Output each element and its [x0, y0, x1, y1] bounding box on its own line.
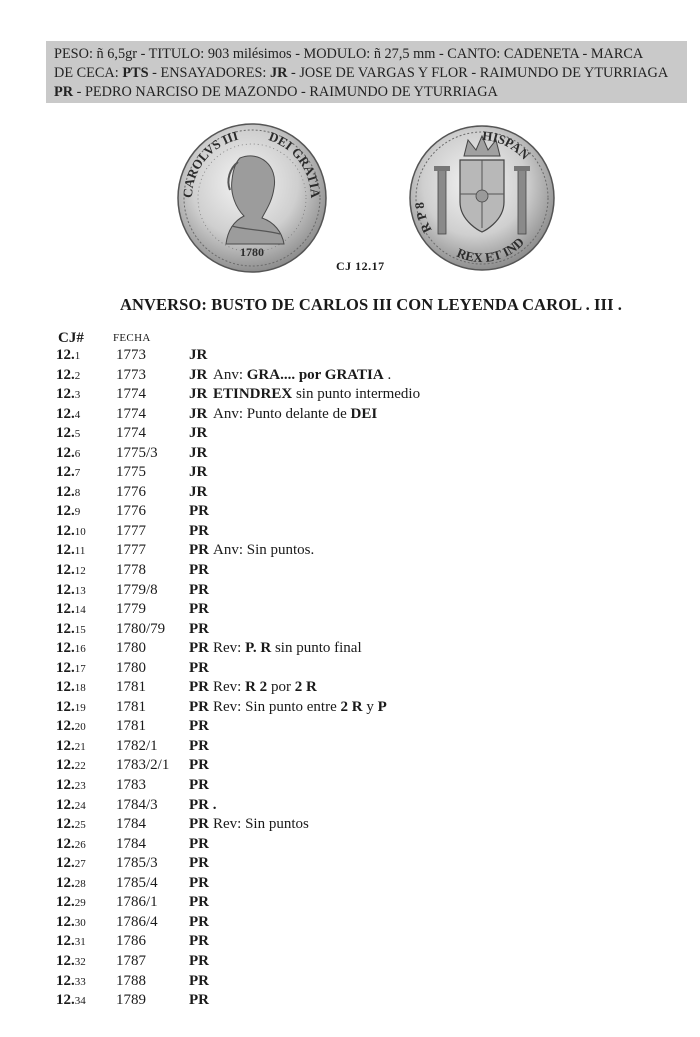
- catalog-number: [56, 991, 86, 1012]
- specs-box: [46, 41, 687, 103]
- date-cell: 1779/8: [116, 581, 158, 598]
- catalog-number-prefix: 12.: [56, 620, 75, 637]
- assayer-mark: PR: [189, 952, 209, 969]
- catalog-number: [56, 463, 80, 484]
- variety-note: [213, 366, 391, 386]
- assayer-mark: PR: [189, 698, 209, 715]
- date-cell: 1780/79: [116, 620, 166, 637]
- catalog-row: [0, 717, 700, 737]
- catalog-number-prefix: 12.: [56, 894, 75, 911]
- catalog-number-suffix: 32: [74, 955, 86, 968]
- catalog-number-prefix: 12.: [56, 366, 75, 383]
- catalog-row: [0, 913, 700, 933]
- catalog-row: [0, 522, 700, 542]
- assayer-mark: PR .: [189, 796, 217, 813]
- date-cell: 1777: [116, 522, 146, 539]
- note-bold: R 2: [245, 679, 268, 696]
- obverse-legend-right: DEI GRATIA: [266, 128, 324, 199]
- catalog-number-suffix: 19: [74, 701, 86, 714]
- catalog-row: [0, 678, 700, 698]
- catalog-number-prefix: 12.: [56, 972, 75, 989]
- catalog-number-suffix: 30: [74, 916, 86, 929]
- catalog-number-prefix: 12.: [56, 347, 75, 363]
- date-cell: 1786/4: [116, 913, 158, 930]
- date-cell: 1789: [116, 992, 146, 1009]
- assayer-mark: PR: [189, 757, 209, 774]
- catalog-number-suffix: 28: [74, 877, 86, 890]
- catalog-number: [56, 952, 86, 973]
- reverse-legend-left: R P 8: [411, 201, 435, 236]
- catalog-number-prefix: 12.: [56, 718, 75, 735]
- catalog-row: [0, 346, 700, 366]
- catalog-number: [56, 835, 86, 856]
- assayer-mark: PR: [189, 522, 209, 539]
- catalog-number-prefix: 12.: [56, 737, 75, 754]
- specs-line-2: [54, 64, 681, 83]
- catalog-row: [0, 991, 700, 1011]
- catalog-number-suffix: 24: [74, 799, 86, 812]
- date-cell: 1781: [116, 698, 146, 715]
- catalog-row: [0, 659, 700, 679]
- assayer-mark: PR: [189, 562, 209, 579]
- catalog-number: [56, 600, 86, 621]
- catalog-number: [56, 756, 86, 777]
- obverse-coin: [178, 124, 326, 272]
- catalog-number: [56, 483, 80, 504]
- catalog-row: [0, 756, 700, 776]
- catalog-number-suffix: 18: [74, 682, 86, 695]
- obverse-date: 1780: [240, 245, 264, 259]
- catalog-number-prefix: 12.: [56, 835, 75, 852]
- catalog-number-suffix: 23: [74, 780, 86, 793]
- note-bold: ETINDREX: [213, 386, 293, 403]
- specs-line-3: [54, 83, 681, 102]
- catalog-number-prefix: 12.: [56, 386, 75, 403]
- catalog-number-suffix: 3: [74, 389, 81, 402]
- catalog-number-suffix: 27: [74, 858, 86, 871]
- assayer-mark: JR: [189, 386, 208, 403]
- date-cell: 1786/1: [116, 894, 158, 911]
- catalog-number-prefix: 12.: [56, 698, 75, 715]
- catalog-number-suffix: 31: [74, 936, 86, 949]
- variety-note: [213, 385, 420, 405]
- column-header-fecha: FECHA: [113, 332, 151, 344]
- assayer-mark: PR: [189, 659, 209, 676]
- catalog-row: [0, 541, 700, 561]
- note-text: sin punto intermedio: [292, 386, 421, 403]
- catalog-row: [0, 366, 700, 386]
- section-title: ANVERSO: BUSTO DE CARLOS III CON LEYENDA CAROL . III .: [120, 295, 623, 314]
- catalog-number-suffix: 29: [74, 897, 86, 910]
- note-text: Anv: Punto delante de: [213, 405, 351, 422]
- catalog-number-prefix: 12.: [56, 855, 75, 872]
- note-text: sin punto final: [271, 640, 362, 657]
- catalog-row: [0, 854, 700, 874]
- catalog-number-suffix: 1: [74, 350, 81, 362]
- catalog-row: [0, 620, 700, 640]
- date-cell: 1782/1: [116, 737, 158, 754]
- date-cell: 1778: [116, 562, 146, 579]
- catalog-number: [56, 737, 86, 758]
- date-cell: 1774: [116, 425, 146, 442]
- date-cell: 1787: [116, 952, 146, 969]
- catalog-number-prefix: 12.: [56, 483, 75, 500]
- date-cell: 1776: [116, 503, 146, 520]
- catalog-number-suffix: 20: [74, 721, 86, 734]
- catalog-number: [56, 698, 86, 719]
- catalog-number-prefix: 12.: [56, 522, 75, 539]
- catalog-number-prefix: 12.: [56, 874, 75, 891]
- note-bold: DEI: [350, 405, 378, 422]
- specs-line-2-a: DE CECA:: [54, 65, 123, 81]
- note-bold: 2 R: [294, 679, 317, 696]
- date-cell: 1780: [116, 659, 146, 676]
- assayer-mark: PR: [189, 913, 209, 930]
- assayer-mark: PR: [189, 855, 209, 872]
- catalog-number-prefix: 12.: [56, 503, 75, 520]
- catalog-number-suffix: 8: [74, 486, 81, 499]
- catalog-row: [0, 972, 700, 992]
- catalog-number-suffix: 2: [74, 369, 81, 382]
- coin-images: [170, 118, 560, 278]
- assayer-mark: PR: [189, 679, 209, 696]
- assayer-mark: PR: [189, 894, 209, 911]
- assayer-mark: PR: [189, 992, 209, 1009]
- date-cell: 1784: [116, 816, 146, 833]
- catalog-number: [56, 522, 86, 543]
- note-text: y: [362, 698, 378, 715]
- catalog-row: [0, 581, 700, 601]
- catalog-number-suffix: 17: [74, 662, 86, 675]
- catalog-number-suffix: 16: [74, 643, 86, 656]
- catalog-number: [56, 424, 80, 445]
- catalog-number-prefix: 12.: [56, 542, 75, 559]
- assayer-mark: PR: [189, 503, 209, 520]
- catalog-row: [0, 444, 700, 464]
- catalog-number: [56, 405, 80, 426]
- note-text: Rev: Sin punto entre: [213, 698, 341, 715]
- date-cell: 1774: [116, 405, 146, 422]
- catalog-number: [56, 502, 80, 523]
- catalog-number: [56, 561, 86, 582]
- catalog-number-prefix: 12.: [56, 952, 75, 969]
- catalog-number: [56, 620, 86, 641]
- reverse-legend-right: HISPAN: [481, 127, 533, 163]
- specs-line-1-text: PESO: ñ 6,5gr - TITULO: 903 milésimos - MODULO: ñ 27,5 mm - CANTO: CADENETA - MARCA: [54, 46, 644, 62]
- catalog-number-prefix: 12.: [56, 640, 75, 657]
- catalog-row: [0, 893, 700, 913]
- specs-line-2-b: - ENSAYADORES:: [148, 65, 270, 81]
- catalog-number-suffix: 10: [74, 525, 86, 538]
- assayer-pr: PR: [54, 84, 74, 100]
- catalog-row: [0, 932, 700, 952]
- obverse-legend-left: CAROLVS III: [179, 127, 240, 199]
- date-cell: 1783/2/1: [116, 757, 170, 774]
- date-cell: 1775/3: [116, 444, 158, 461]
- specs-line-1: [54, 45, 681, 64]
- catalog-number-suffix: 9: [74, 506, 81, 519]
- date-cell: 1776: [116, 483, 146, 500]
- date-cell: 1785/4: [116, 874, 158, 891]
- date-cell: 1781: [116, 679, 146, 696]
- catalog-number-prefix: 12.: [56, 679, 75, 696]
- catalog-number-suffix: 25: [74, 819, 86, 832]
- catalog-number-prefix: 12.: [56, 581, 75, 598]
- note-text: Anv: Sin puntos.: [213, 542, 315, 559]
- catalog-number-prefix: 12.: [56, 757, 75, 774]
- assayer-mark: JR: [189, 464, 208, 481]
- catalog-row: [0, 463, 700, 483]
- variety-note: [213, 541, 314, 561]
- catalog-number-prefix: 12.: [56, 777, 75, 794]
- catalog-row: [0, 776, 700, 796]
- date-cell: 1779: [116, 601, 146, 618]
- assayer-mark: PR: [189, 601, 209, 618]
- date-cell: 1784/3: [116, 796, 158, 813]
- catalog-row: [0, 483, 700, 503]
- assayer-mark: PR: [189, 737, 209, 754]
- date-cell: 1786: [116, 933, 146, 950]
- assayer-mark: PR: [189, 816, 209, 833]
- catalog-number: [56, 541, 85, 562]
- catalog-number-suffix: 22: [74, 760, 86, 773]
- note-bold: P. R: [245, 640, 272, 657]
- catalog-number: [56, 796, 86, 817]
- date-cell: 1785/3: [116, 855, 158, 872]
- catalog-number-suffix: 11: [74, 545, 86, 558]
- catalog-number: [56, 893, 86, 914]
- catalog-number-prefix: 12.: [56, 562, 75, 579]
- catalog-number-suffix: 6: [74, 447, 81, 460]
- catalog-number: [56, 678, 86, 699]
- catalog-number-suffix: 12: [74, 565, 86, 578]
- catalog-number-prefix: 12.: [56, 796, 75, 813]
- note-bold: P: [377, 698, 387, 715]
- catalog-number: [56, 932, 86, 953]
- catalog-number: [56, 972, 86, 993]
- catalog-number: [56, 366, 80, 387]
- variety-note: [213, 405, 377, 425]
- catalog-row: [0, 835, 700, 855]
- date-cell: 1774: [116, 386, 146, 403]
- catalog-row: [0, 698, 700, 718]
- catalog-number-suffix: 21: [74, 740, 86, 753]
- catalog-number-prefix: 12.: [56, 992, 75, 1009]
- catalog-number-prefix: 12.: [56, 464, 75, 481]
- catalog-list: [0, 346, 700, 1011]
- variety-note: [213, 815, 309, 835]
- catalog-number-suffix: 33: [74, 975, 86, 988]
- catalog-number-prefix: 12.: [56, 601, 75, 618]
- date-cell: 1783: [116, 777, 146, 794]
- catalog-number: [56, 874, 86, 895]
- catalog-row: [0, 952, 700, 972]
- note-text: Rev:: [213, 679, 246, 696]
- note-bold: 2 R: [340, 698, 363, 715]
- date-cell: 1784: [116, 835, 146, 852]
- date-cell: 1788: [116, 972, 146, 989]
- catalog-number-suffix: 14: [74, 604, 86, 617]
- assayer-mark: JR: [189, 347, 208, 363]
- catalog-number-suffix: 15: [74, 623, 86, 636]
- catalog-number: [56, 639, 86, 660]
- assayer-mark: PR: [189, 933, 209, 950]
- catalog-number-suffix: 4: [74, 408, 81, 421]
- catalog-number-prefix: 12.: [56, 444, 75, 461]
- catalog-number-prefix: 12.: [56, 425, 75, 442]
- catalog-number: [56, 717, 86, 738]
- variety-note: [213, 698, 387, 718]
- catalog-number: [56, 815, 86, 836]
- catalog-row: [0, 385, 700, 405]
- assayer-mark: PR: [189, 581, 209, 598]
- assayer-mark: JR: [189, 366, 208, 383]
- catalog-number: [56, 385, 80, 406]
- catalog-row: [0, 405, 700, 425]
- catalog-row: [0, 561, 700, 581]
- catalog-number: [56, 913, 86, 934]
- note-text: por: [267, 679, 295, 696]
- catalog-row: [0, 815, 700, 835]
- date-cell: 1780: [116, 640, 146, 657]
- assayer-mark: PR: [189, 718, 209, 735]
- specs-line-3-c: - PEDRO NARCISO DE MAZONDO - RAIMUNDO DE YTURRIAGA: [73, 84, 498, 100]
- catalog-number: [56, 659, 86, 680]
- assayer-mark: PR: [189, 640, 209, 657]
- coin-caption: CJ 12.17: [336, 259, 385, 273]
- note-text: Rev: Sin puntos: [213, 816, 309, 833]
- catalog-row: [0, 874, 700, 894]
- catalog-number-suffix: 26: [74, 838, 86, 851]
- catalog-row: [0, 737, 700, 757]
- assayer-mark: PR: [189, 777, 209, 794]
- catalog-number-prefix: 12.: [56, 933, 75, 950]
- catalog-number: [56, 444, 80, 465]
- date-cell: 1773: [116, 347, 146, 363]
- catalog-number-prefix: 12.: [56, 816, 75, 833]
- assayer-mark: JR: [189, 444, 208, 461]
- column-header-cj: CJ#: [58, 330, 84, 346]
- assayer-mark: JR: [189, 483, 208, 500]
- reverse-coin: [410, 126, 554, 270]
- catalog-row: [0, 796, 700, 816]
- catalog-number-prefix: 12.: [56, 913, 75, 930]
- catalog-number-suffix: 34: [74, 995, 86, 1008]
- mint-mark: PTS: [122, 65, 149, 81]
- catalog-number: [56, 346, 80, 367]
- catalog-number-suffix: 13: [74, 584, 86, 597]
- catalog-number: [56, 776, 86, 797]
- assayer-mark: PR: [189, 835, 209, 852]
- catalog-row: [0, 600, 700, 620]
- catalog-number-suffix: 5: [74, 428, 81, 441]
- specs-line-2-c: - JOSE DE VARGAS Y FLOR - RAIMUNDO DE YTURRIAGA: [287, 65, 669, 81]
- assayer-mark: JR: [189, 405, 208, 422]
- assayer-mark: JR: [189, 425, 208, 442]
- date-cell: 1775: [116, 464, 146, 481]
- reverse-legend-bottom: REX ET IND: [454, 234, 527, 266]
- date-cell: 1777: [116, 542, 146, 559]
- catalog-row: [0, 502, 700, 522]
- catalog-number: [56, 581, 86, 602]
- assayer-mark: PR: [189, 972, 209, 989]
- catalog-row: [0, 424, 700, 444]
- note-bold: GRA.... por GRATIA: [246, 366, 384, 383]
- date-cell: 1773: [116, 366, 146, 383]
- variety-note: [213, 639, 362, 659]
- assayer-mark: PR: [189, 542, 209, 559]
- note-text: Rev:: [213, 640, 246, 657]
- catalog-row: [0, 639, 700, 659]
- note-text: .: [383, 366, 392, 383]
- date-cell: 1781: [116, 718, 146, 735]
- note-text: Anv:: [213, 366, 247, 383]
- variety-note: [213, 678, 317, 698]
- assayer-mark: PR: [189, 874, 209, 891]
- assayer-jr: JR: [269, 65, 288, 81]
- assayer-mark: PR: [189, 620, 209, 637]
- catalog-number-prefix: 12.: [56, 659, 75, 676]
- catalog-number-prefix: 12.: [56, 405, 75, 422]
- catalog-number-suffix: 7: [74, 467, 81, 480]
- catalog-number: [56, 854, 86, 875]
